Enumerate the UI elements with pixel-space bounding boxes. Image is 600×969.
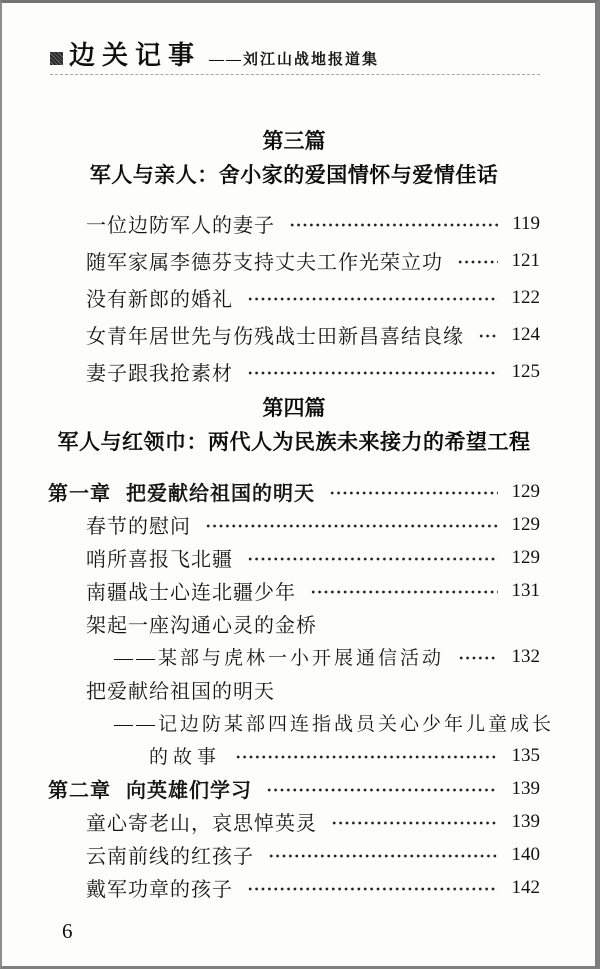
toc-entry-title: 向英雄们学习: [126, 780, 252, 802]
page-number: 6: [62, 919, 73, 943]
toc-entry-page: 125: [511, 360, 540, 382]
toc-entry-page: 139: [511, 777, 540, 799]
toc-entry-title: 哨所喜报飞北疆: [86, 549, 233, 571]
toc-entry-title: 戴军功章的孩子: [86, 879, 233, 901]
toc-entry-title: 童心寄老山，哀思悼英灵: [86, 813, 317, 835]
dot-leader: [478, 330, 498, 342]
toc-row: [48, 541, 540, 574]
toc-row: [48, 838, 540, 871]
toc-entry-title: 女青年居世先与伤残战士田新昌喜结良缘: [86, 326, 464, 348]
toc-entry-title: 随军家属李德芬支持丈夫工作光荣立功: [86, 252, 443, 274]
toc-entry-title: 春节的慰问: [86, 516, 191, 538]
dot-leader: [268, 850, 498, 862]
toc-entry-title: 没有新郎的婚礼: [86, 289, 233, 311]
toc-entry-page: 129: [511, 546, 540, 568]
toc-entry-page: 135: [511, 744, 540, 766]
toc-row: [48, 871, 540, 904]
toc-entry-title: 云南前线的红孩子: [86, 846, 254, 868]
toc-entry-title: 把爱献给祖国的明天: [86, 681, 275, 703]
toc-row: [48, 607, 540, 640]
toc-entry-title: 南疆战士心连北疆少年: [86, 582, 296, 604]
toc-entry-title: 架起一座沟通心灵的金桥: [86, 615, 317, 637]
toc-entry-title: ——某部与虎林一小开展通信活动: [114, 648, 445, 669]
toc-section: [48, 397, 555, 904]
toc-row: [48, 475, 540, 508]
dot-leader: [310, 586, 498, 598]
part-title: 第四篇: [262, 397, 326, 420]
toc-row: [48, 353, 540, 390]
table-of-contents: [2, 131, 595, 904]
dot-leader: [458, 652, 498, 664]
toc-entry-title: 把爱献给祖国的明天: [126, 483, 315, 505]
toc-entry-page: 122: [511, 286, 540, 308]
chapter-label: 第二章: [48, 780, 111, 802]
toc-entry-title: 一位边防军人的妻子: [86, 215, 275, 237]
book-subtitle: ——刘江山战地报道集: [209, 52, 380, 68]
part-subtitle: 军人与亲人：舍小家的爱国情怀与爱情佳话: [89, 164, 499, 187]
running-head: [50, 41, 540, 75]
dot-leader: [247, 883, 498, 895]
toc-entry-page: 132: [511, 645, 540, 667]
toc-entry-page: 129: [511, 480, 540, 502]
book-title: 边关记事: [69, 41, 202, 70]
toc-entry-title: ——记边防某部四连指战员关心少年儿童成长: [114, 714, 555, 735]
toc-row: [48, 279, 540, 316]
toc-rows: [48, 205, 540, 390]
toc-row: [48, 205, 540, 242]
toc-row: [48, 706, 555, 739]
toc-entry-title: 的故事: [149, 747, 222, 768]
chapter-label: 第一章: [48, 483, 111, 505]
toc-entry-page: 139: [511, 810, 540, 832]
toc-row: [48, 574, 540, 607]
dot-leader: [457, 256, 498, 268]
toc-row: [48, 739, 540, 772]
toc-section: [48, 131, 540, 390]
dot-leader: [289, 219, 498, 231]
dot-leader: [247, 367, 498, 379]
toc-row: [48, 772, 540, 805]
toc-row: [48, 316, 540, 353]
toc-row: [48, 508, 540, 541]
toc-row: [48, 242, 540, 279]
toc-entry-title: 妻子跟我抢素材: [86, 363, 233, 385]
toc-entry-page: 131: [511, 579, 540, 601]
toc-entry-page: 142: [511, 876, 540, 898]
dot-leader: [329, 487, 498, 499]
dot-leader: [331, 817, 498, 829]
part-title: 第三篇: [262, 130, 326, 153]
toc-row: [48, 805, 540, 838]
dot-leader: [266, 784, 498, 796]
dot-leader: [235, 751, 498, 763]
toc-entry-page: 140: [511, 843, 540, 865]
toc-row: [48, 640, 540, 673]
publisher-stamp-icon: [50, 52, 63, 65]
dot-leader: [247, 293, 498, 305]
dot-leader: [247, 553, 498, 565]
toc-rows: [48, 475, 555, 904]
toc-entry-page: 119: [512, 212, 540, 234]
toc-entry-page: 124: [511, 323, 540, 345]
toc-row: [48, 673, 540, 706]
dot-leader: [205, 520, 498, 532]
toc-entry-page: 121: [511, 249, 540, 271]
toc-entry-page: 129: [511, 513, 540, 535]
part-subtitle: 军人与红领巾：两代人为民族未来接力的希望工程: [57, 431, 531, 454]
